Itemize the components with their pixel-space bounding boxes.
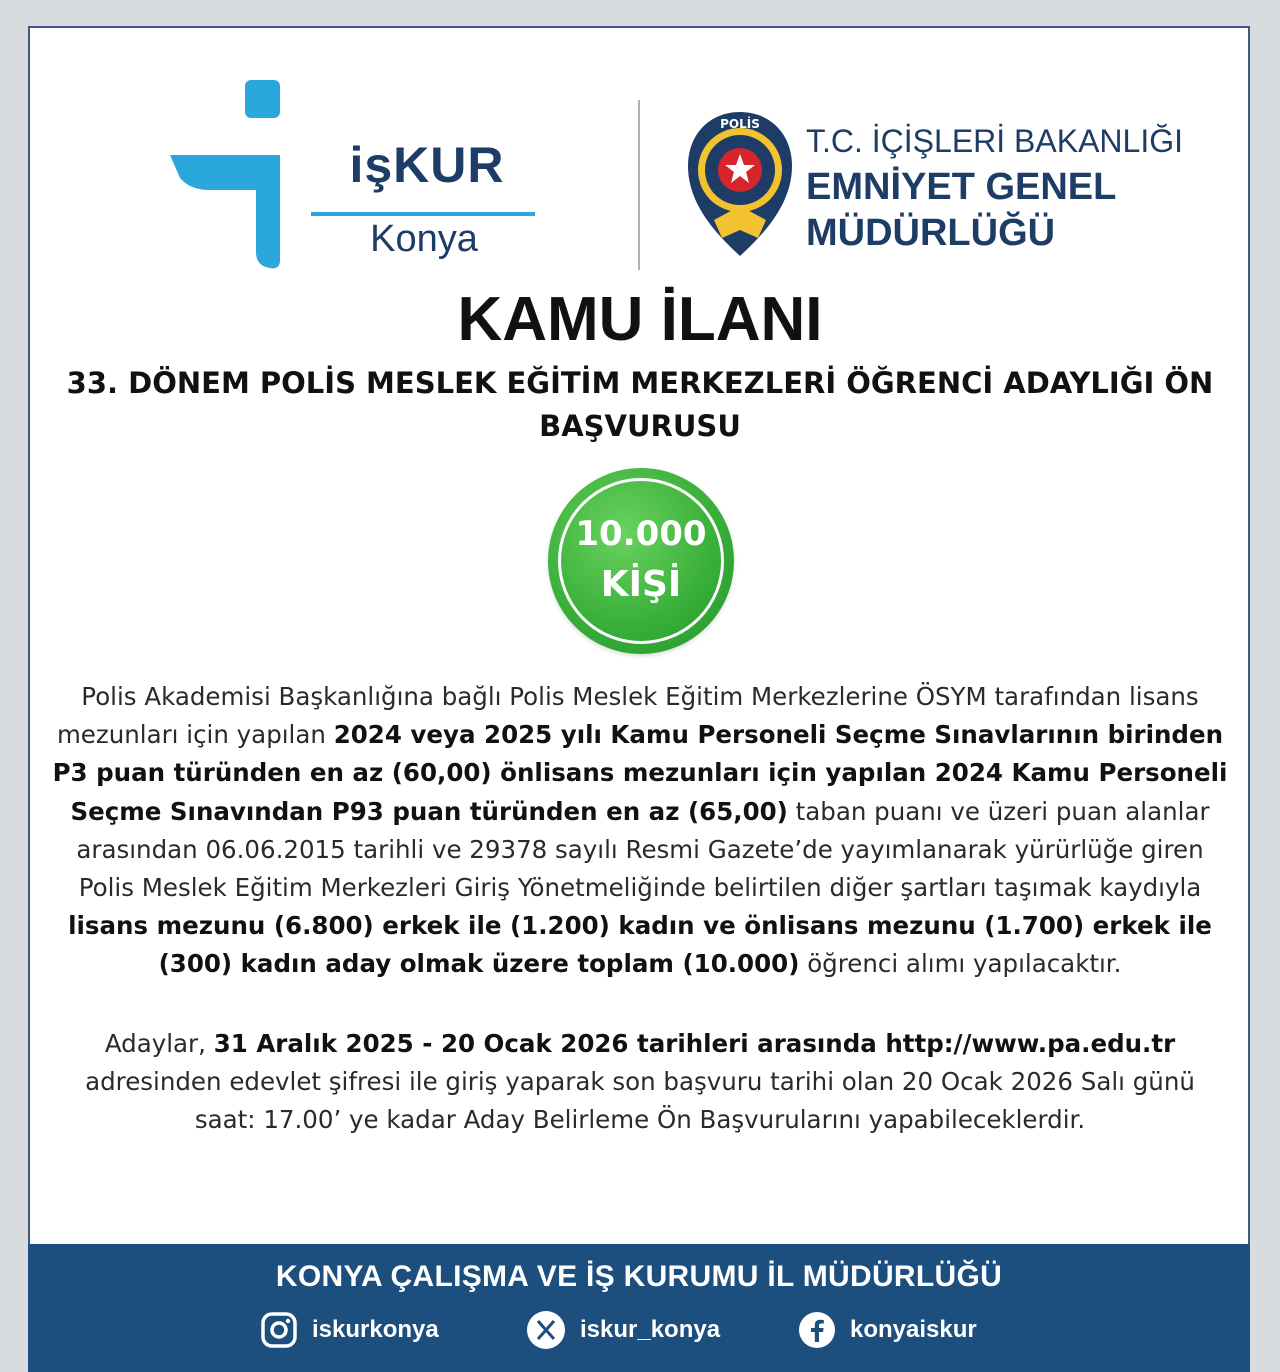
paragraph-segment-bold: 2024 veya 2025 yılı Kamu Personeli Seçme Sınavlarının birinden P3 puan türünden en az (60,00) önlisans mezunları için yapılan 2024 Kamu Personeli Seçme Sınavından P93 puan türünden en az (65,00) bbox=[52, 720, 1228, 826]
iskur-logo-icon bbox=[170, 80, 290, 270]
egm-line-ministry: T.C. İÇİŞLERİ BAKANLIĞI bbox=[806, 123, 1183, 159]
candidate-count-badge bbox=[548, 468, 734, 654]
count-number: 10.000 bbox=[575, 514, 707, 554]
instagram-icon bbox=[260, 1311, 298, 1349]
paragraph-segment: Adaylar, bbox=[104, 1029, 214, 1058]
announcement-paragraph bbox=[52, 678, 1228, 984]
paragraph-segment: taban puanı ve üzeri puan alanlar arasından 06.06.2015 tarihli ve 29378 sayılı Resmi Gazete’de yayımlanarak yürürlüğe giren Polis Meslek Eğitim Merkezleri Giriş Yönetmeliğinde belirtilen diğer şartları taşımak kaydıyla bbox=[76, 796, 1210, 903]
footer-title: KONYA ÇALIŞMA VE İŞ KURUMU İL MÜDÜRLÜĞÜ bbox=[275, 1260, 1003, 1293]
count-unit: KİŞİ bbox=[600, 564, 682, 605]
facebook-handle: konyaiskur bbox=[850, 1316, 977, 1343]
social-facebook[interactable] bbox=[798, 1310, 977, 1350]
logo-divider bbox=[638, 100, 640, 270]
police-badge-icon bbox=[684, 108, 796, 260]
paragraph-segment: adresinden edevlet şifresi ile giriş yaparak son başvuru tarihi olan 20 Ocak 2026 Salı günü saat: 17.00’ ye kadar Aday Belirleme Ön Başvurularını yapabileceklerdir. bbox=[85, 1067, 1195, 1135]
instagram-handle: iskurkonya bbox=[312, 1316, 439, 1343]
badge-text: POLİS bbox=[720, 117, 760, 131]
iskur-city-label: Konya bbox=[370, 218, 478, 260]
social-instagram[interactable] bbox=[260, 1310, 439, 1350]
footer bbox=[28, 1244, 1250, 1372]
paragraph-segment: Polis Akademisi Başkanlığına bağlı Polis Meslek Eğitim Merkezlerine ÖSYM tarafından lisans mezunları için yapılan bbox=[56, 682, 1199, 750]
count-badge-ring bbox=[558, 478, 724, 644]
application-dates-link[interactable]: 31 Aralık 2025 - 20 Ocak 2026 tarihleri arasında http://www.pa.edu.tr bbox=[213, 1029, 1176, 1058]
application-paragraph bbox=[52, 1025, 1228, 1140]
iskur-wordmark: işKUR bbox=[349, 137, 505, 193]
egm-title bbox=[806, 118, 1226, 256]
egm-line-directorate-2: MÜDÜRLÜĞÜ bbox=[806, 212, 1056, 254]
x-icon bbox=[526, 1310, 566, 1350]
egm-line-directorate: EMNİYET GENEL bbox=[806, 166, 1117, 208]
paragraph-segment: öğrenci alımı yapılacaktır. bbox=[799, 949, 1122, 979]
paragraph-segment-bold: lisans mezunu (6.800) erkek ile (1.200) kadın ve önlisans mezunu (1.700) erkek ile (300) kadın aday olmak üzere toplam (10.000) bbox=[68, 911, 1212, 979]
page-subtitle: 33. DÖNEM POLİS MESLEK EĞİTİM MERKEZLERİ ÖĞRENCİ ADAYLIĞI ÖN BAŞVURUSU bbox=[66, 366, 1214, 443]
facebook-icon bbox=[798, 1311, 836, 1349]
x-handle: iskur_konya bbox=[580, 1316, 721, 1343]
page-title: KAMU İLANI bbox=[457, 285, 823, 354]
social-x[interactable] bbox=[526, 1310, 720, 1350]
iskur-underline bbox=[311, 212, 535, 216]
